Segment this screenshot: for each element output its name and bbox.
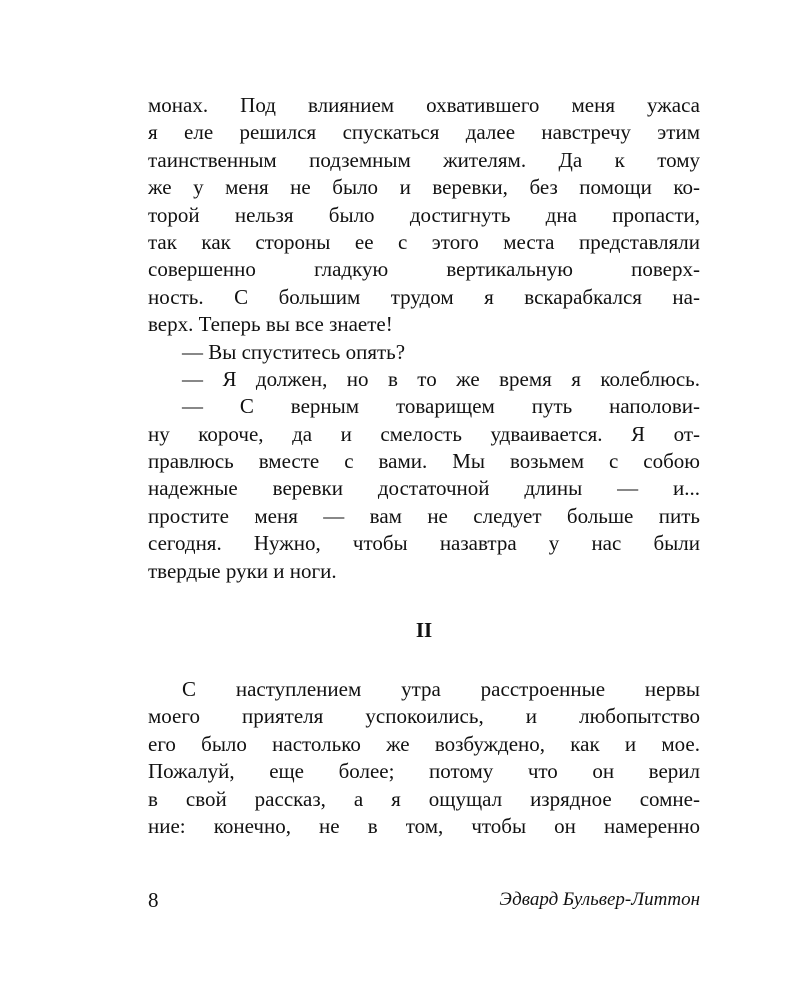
- page-footer: [148, 886, 700, 914]
- dialogue-line: — Я должен, но в то же время я колеблюсь.: [182, 366, 700, 391]
- text-line: так как стороны ее с этого места представляли: [148, 229, 700, 254]
- text-line: монах. Под влиянием охватившего меня ужаса: [148, 93, 700, 117]
- text-line: я еле решился спускаться далее навстречу этим: [148, 120, 700, 145]
- text-line: простите меня — вам не следует больше пить: [148, 503, 700, 528]
- text-line: ну короче, да и смелость удваивается. Я от-: [148, 421, 700, 446]
- text-line: торой нельзя было достигнуть дна пропасти,: [148, 202, 700, 227]
- book-page-text: [148, 92, 700, 840]
- text-line: же у меня не было и веревки, без помощи ко-: [148, 175, 700, 200]
- page-number: 8: [148, 888, 159, 912]
- dialogue-line: — С верным товарищем путь наполови-: [182, 394, 700, 419]
- text-line: надежные веревки достаточной длины — и...: [148, 476, 700, 501]
- text-line: ние: конечно, не в том, чтобы он намеренно: [148, 813, 700, 838]
- text-line: Пожалуй, еще более; потому что он верил: [148, 759, 700, 784]
- text-line: его было настолько же возбуждено, как и мое.: [148, 731, 700, 756]
- text-line: моего приятеля успокоились, и любопытство: [148, 704, 700, 729]
- text-line: правлюсь вместе с вами. Мы возьмем с собою: [148, 449, 700, 474]
- text-line: верх. Теперь вы все знаете!: [148, 312, 393, 337]
- text-line: ность. С большим трудом я вскарабкался на-: [148, 284, 700, 309]
- text-line: С наступлением утра расстроенные нервы: [182, 677, 700, 702]
- text-line: сегодня. Нужно, чтобы назавтра у нас были: [148, 531, 700, 556]
- chapter-heading: II: [415, 618, 433, 643]
- running-author: Эдвард Бульвер-Литтон: [499, 889, 700, 910]
- text-line: таинственным подземным жителям. Да к тому: [148, 147, 700, 172]
- text-line: в свой рассказ, а я ощущал изрядное сомне-: [148, 786, 700, 811]
- dialogue-line: — Вы спуститесь опять?: [182, 339, 406, 364]
- text-line: твердые руки и ноги.: [148, 558, 337, 583]
- text-line: совершенно гладкую вертикальную поверх-: [148, 257, 700, 282]
